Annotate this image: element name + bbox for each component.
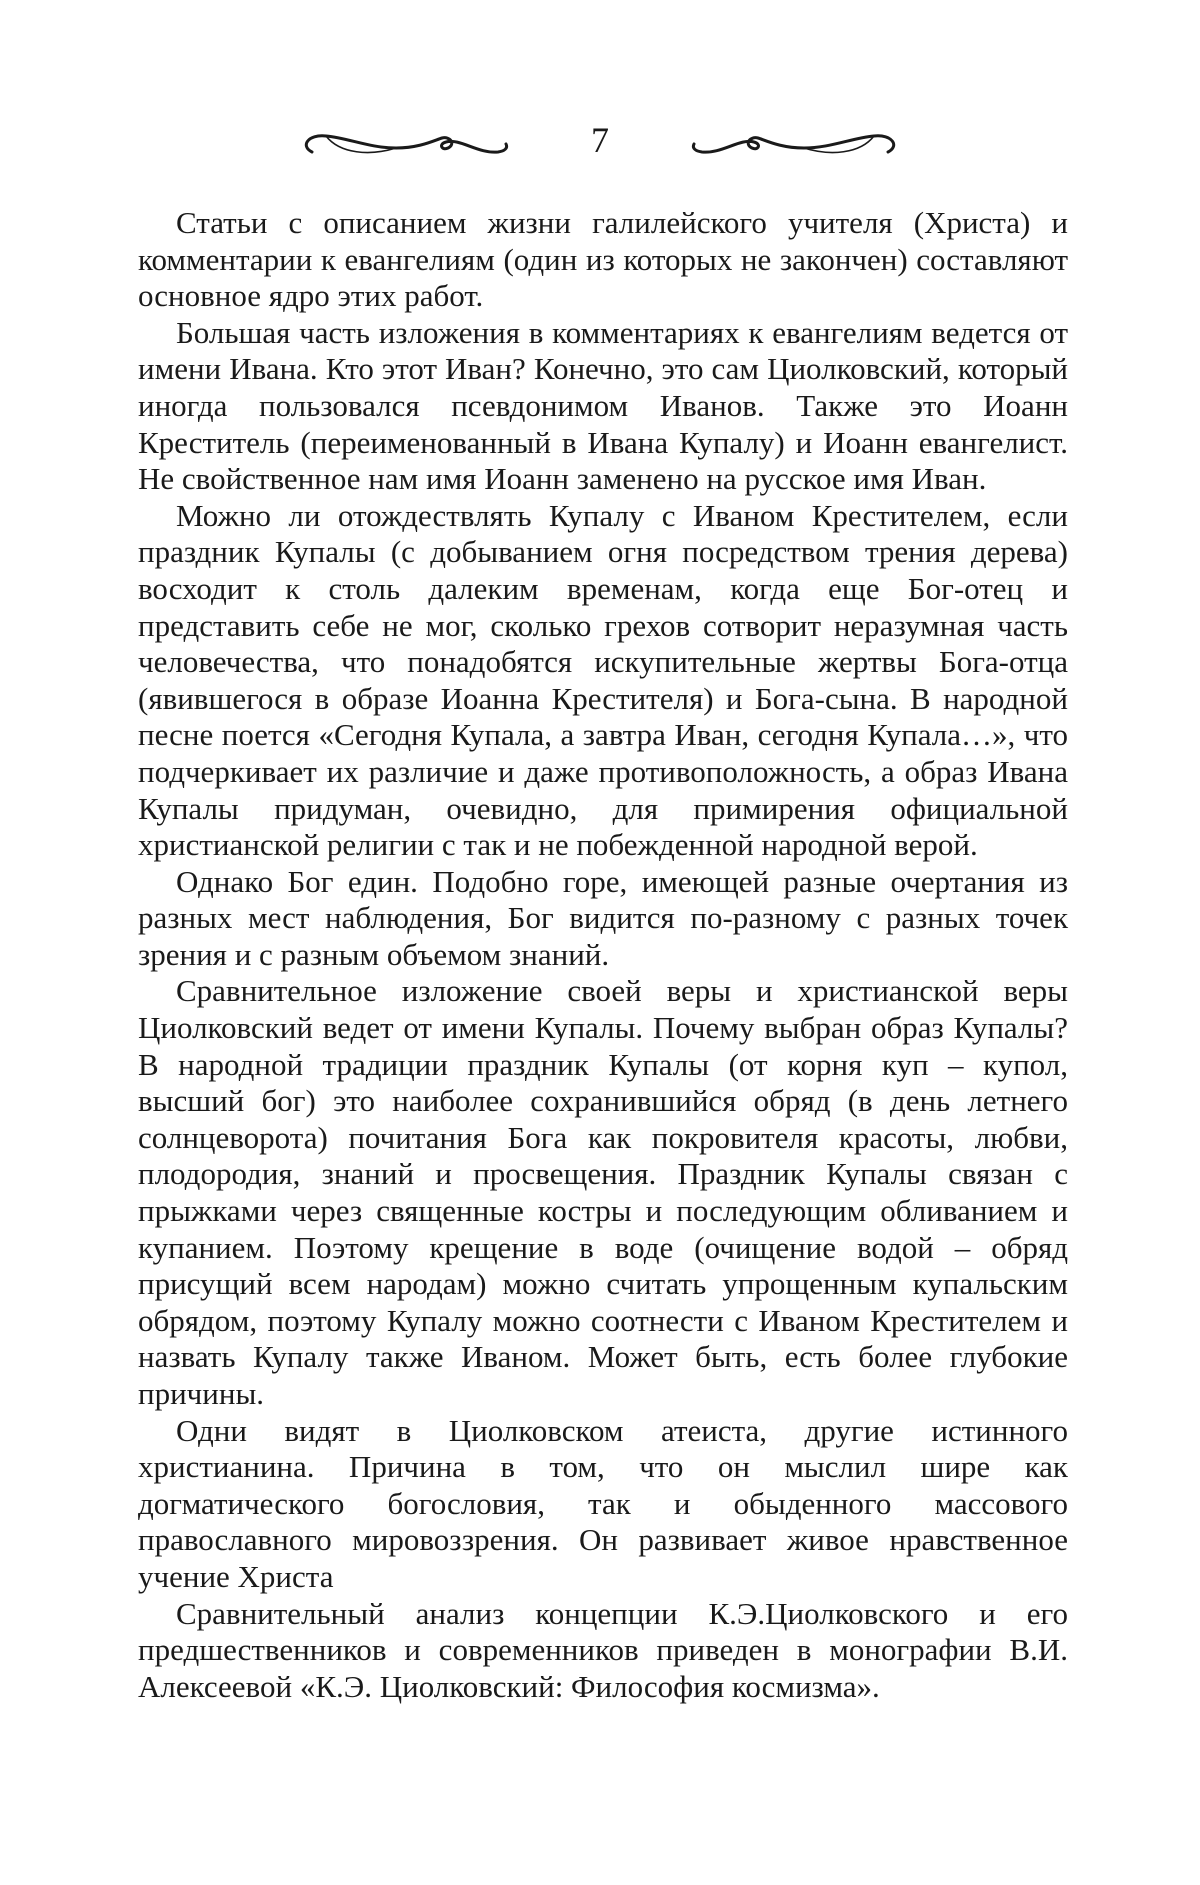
paragraph: Большая часть изложения в комментариях к евангелиям ведется от имени Ивана. Кто этот Иван? Конечно, это сам Циолковский, который иногда пользовался псевдонимом Иванов. Также это Иоанн Креститель (переименованный в Ивана Купалу) и Иоанн евангелист. Не свойственное нам имя Иоанн заменено на русское имя Иван. <box>138 314 1068 497</box>
flourish-ornament-icon <box>690 124 900 168</box>
paragraph: Однако Бог един. Подобно горе, имеющей разные очертания из разных мест наблюдения, Бог видится по-разному с разных точек зрения и с разным объемом знаний. <box>138 863 1068 972</box>
flourish-ornament-icon <box>300 124 510 168</box>
body-text <box>138 205 1068 1705</box>
paragraph: Сравнительный анализ концепции К.Э.Циолковского и его предшественников и современников приведен в монографии В.И. Алексеевой «К.Э. Циолковский: Философия космизма». <box>138 1595 1068 1704</box>
paragraph: Сравнительное изложение своей веры и христианской веры Циолковский ведет от имени Купалы. Почему выбран образ Купалы? В народной традиции праздник Купалы (от корня куп – купол, высший бог) это наиболее сохранившийся обряд (в день летнего солнцеворота) почитания Бога как покровителя красоты, любви, плодородия, знаний и просвещения. Праздник Купалы связан с прыжками через священные костры и последующим обливанием и купанием. Поэтому крещение в воде (очищение водой – обряд присущий всем народам) можно считать упрощенным купальским обрядом, поэтому Купалу можно соотнести с Иваном Крестителем и назвать Купалу также Иваном. Может быть, есть более глубокие причины. <box>138 973 1068 1411</box>
paragraph: Можно ли отождествлять Купалу с Иваном Крестителем, если праздник Купалы (с добыванием огня посредством трения дерева) восходит к столь далеким временам, когда еще Бог-отец и представить себе не мог, сколько грехов сотворит неразумная часть человечества, что понадобятся искупительные жертвы Бога-отца (явившегося в образе Иоанна Крестителя) и Бога-сына. В народной песне поется «Сегодня Купала, а завтра Иван, сегодня Купала…», что подчеркивает их различие и даже противоположность, а образ Ивана Купалы придуман, очевидно, для примирения официальной христианской религии с так и не побежденной народной верой. <box>138 497 1068 863</box>
page-number: 7 <box>591 120 609 160</box>
page-header <box>0 118 1200 178</box>
paragraph: Статьи с описанием жизни галилейского учителя (Христа) и комментарии к евангелиям (один из которых не закончен) составляют основное ядро этих работ. <box>138 205 1068 314</box>
paragraph: Одни видят в Циолковском атеиста, другие истинного христианина. Причина в том, что он мыслил шире как догматического богословия, так и обыденного массового православного мировоззрения. Он развивает живое нравственное учение Христа <box>138 1412 1068 1594</box>
